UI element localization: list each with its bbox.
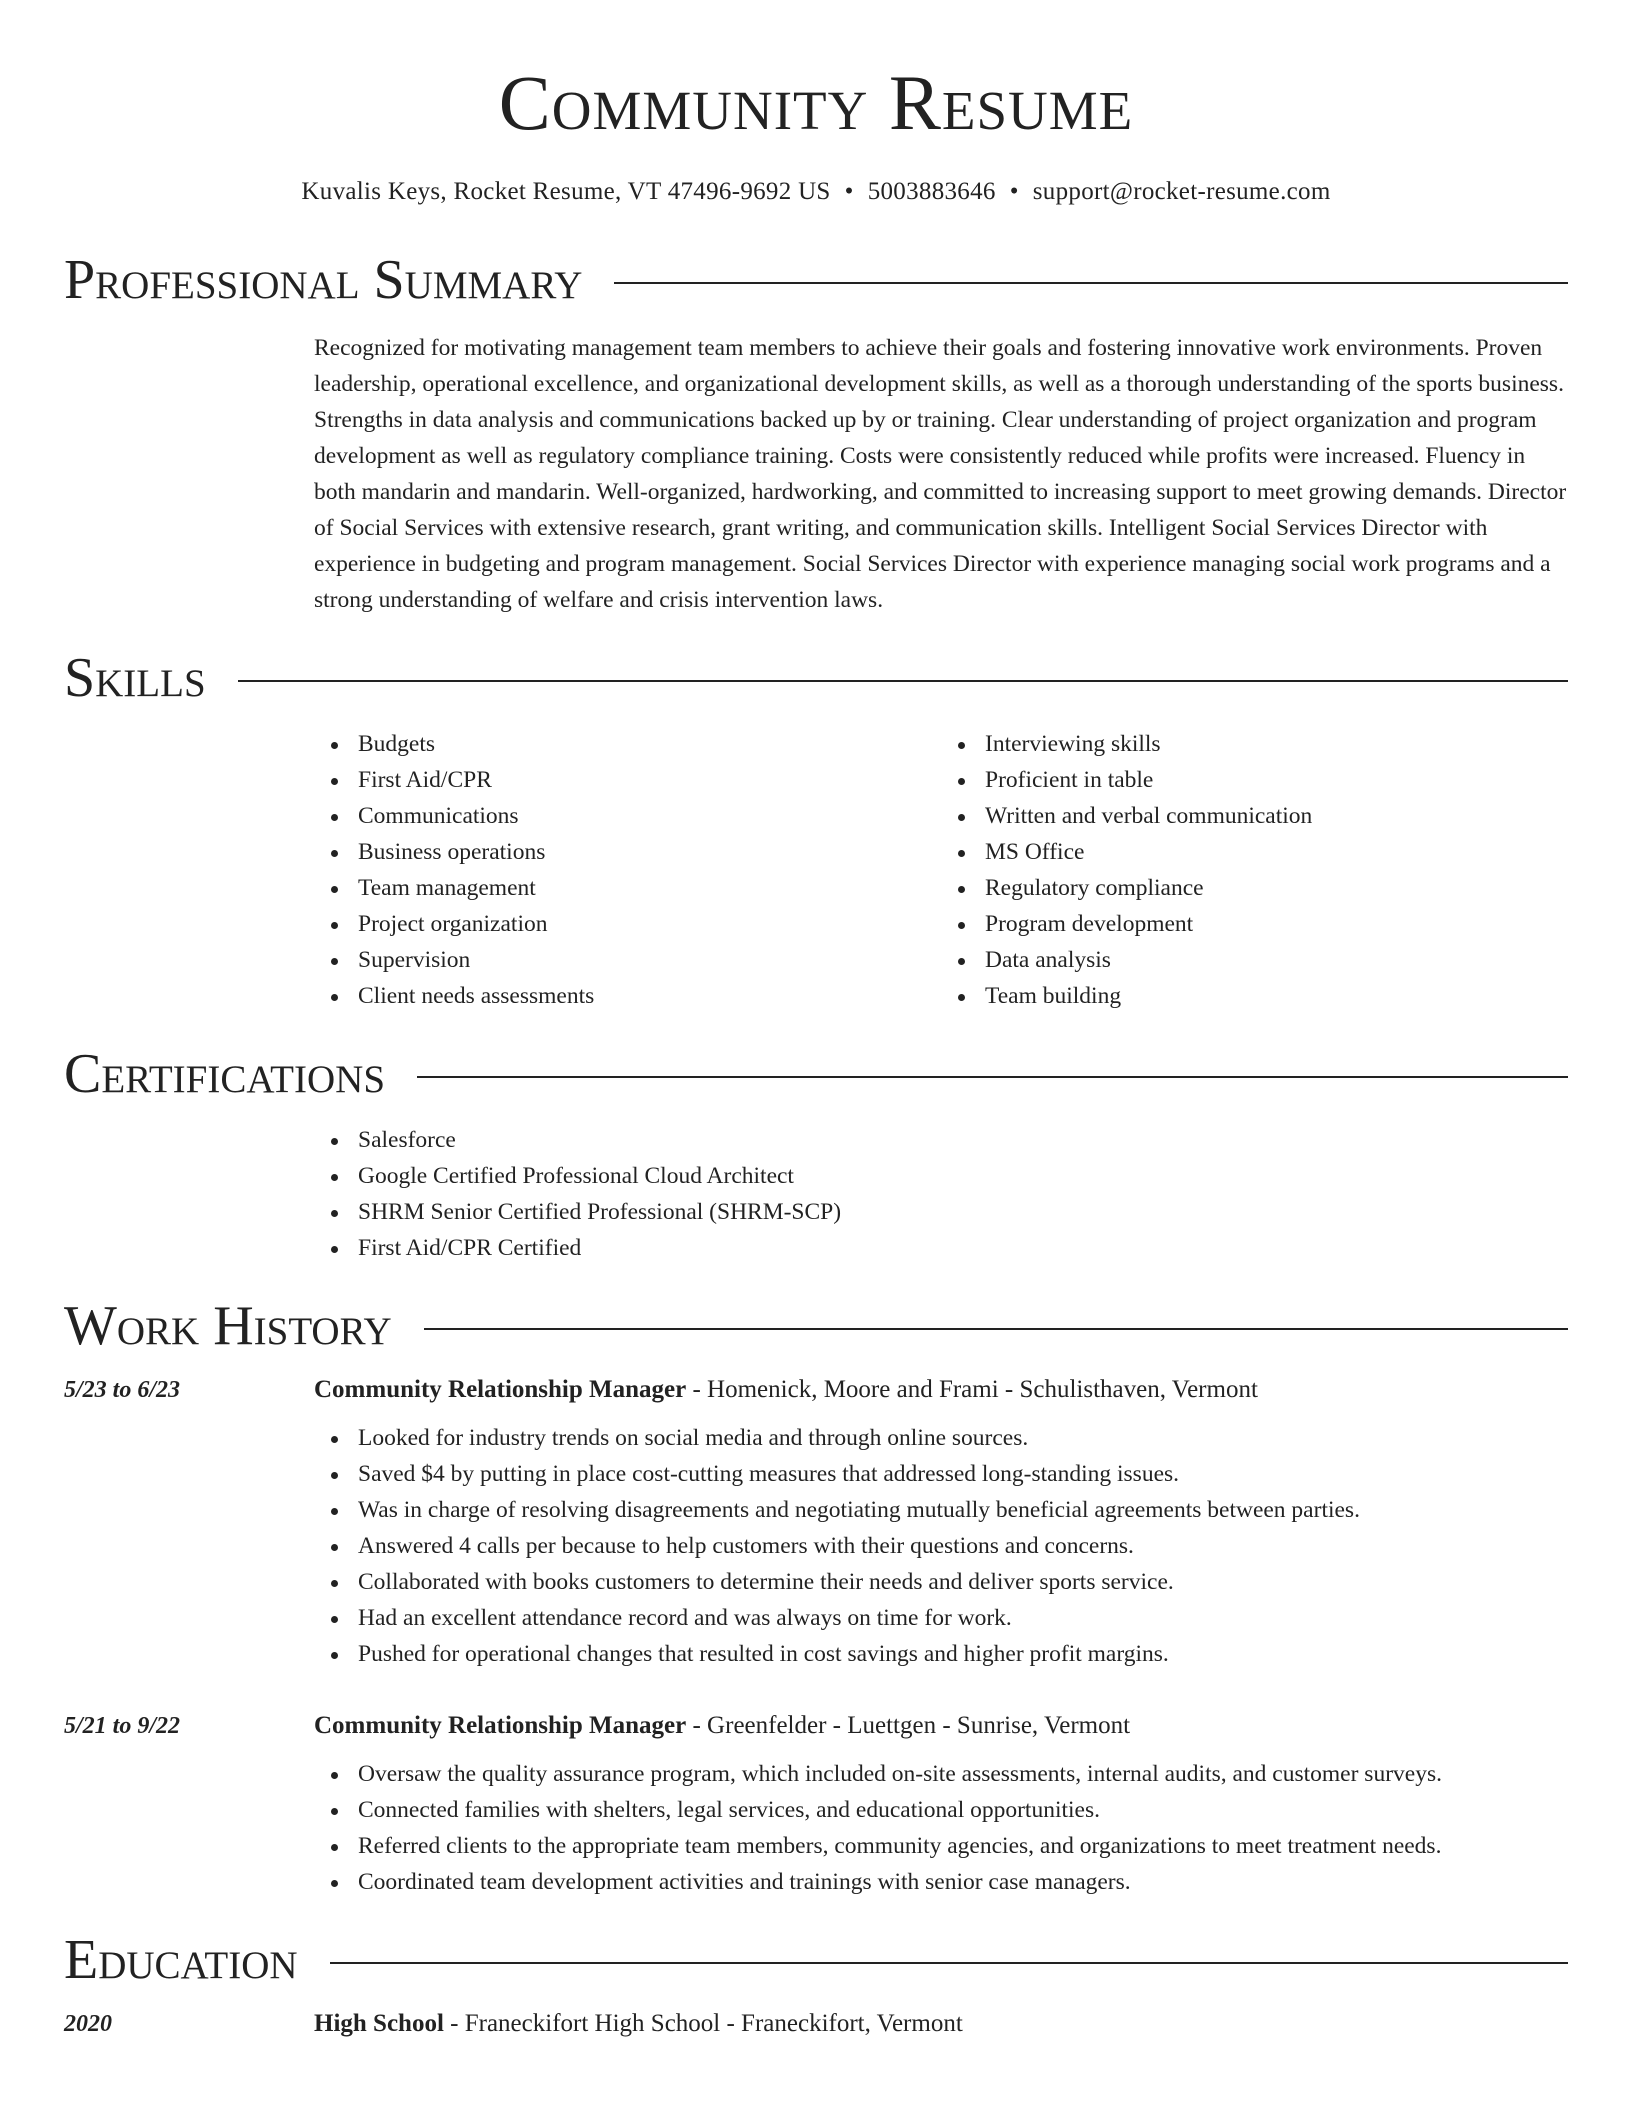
skill-item: Supervision (358, 942, 941, 978)
skill-item: Budgets (358, 726, 941, 762)
contact-address: Kuvalis Keys, Rocket Resume, VT 47496-9692 US (301, 178, 831, 205)
job-entry (64, 1376, 1568, 1672)
certification-item: SHRM Senior Certified Professional (SHRM-SCP) (358, 1194, 1568, 1230)
contact-separator: • (844, 178, 854, 205)
education-section-header (64, 1930, 1568, 1990)
job-bullet: Connected families with shelters, legal services, and educational opportunities. (358, 1792, 1568, 1828)
summary-section-header (64, 250, 1568, 310)
skill-item: Project organization (358, 906, 941, 942)
skill-item: Business operations (358, 834, 941, 870)
skill-item: Program development (985, 906, 1568, 942)
section-divider (238, 680, 1568, 682)
job-dates: 5/21 to 9/22 (64, 1713, 181, 1739)
education-header (64, 2010, 1568, 2038)
skill-item: Team management (358, 870, 941, 906)
summary-text: Recognized for motivating management team members to achieve their goals and fostering innovative work environments. Proven leadership, operational excellence, and organizational development skills, as well as a thorough understanding of the sports business. Strengths in data analysis and communications backed up by or training. Clear understanding of project organization and program development as well as regulatory compliance training. Costs were consistently reduced while profits were increased. Fluency in both mandarin and mandarin. Well-organized, hardworking, and committed to increasing support to meet growing demands. Director of Social Services with extensive research, grant writing, and communication skills. Intelligent Social Services Director with experience in budgeting and program management. Social Services Director with experience managing social work programs and a strong understanding of welfare and crisis intervention laws. (314, 335, 1567, 613)
job-header (64, 1376, 1568, 1404)
skill-item: Communications (358, 798, 941, 834)
skills-list-right (941, 726, 1568, 1014)
skills-list-left (314, 726, 941, 1014)
job-bullet: Oversaw the quality assurance program, which included on-site assessments, internal audits, and customer surveys. (358, 1756, 1568, 1792)
job-company-location: - Homenick, Moore and Frami - Schulisthaven, Vermont (686, 1376, 1258, 1403)
job-dates: 5/23 to 6/23 (64, 1377, 181, 1403)
certifications-section-title: Certifications (64, 1043, 386, 1105)
skill-item: Data analysis (985, 942, 1568, 978)
job-heading (314, 1376, 1258, 1404)
contact-phone: 5003883646 (867, 178, 996, 205)
job-bullet: Had an excellent attendance record and was always on time for work. (358, 1600, 1568, 1636)
skill-item: First Aid/CPR (358, 762, 941, 798)
job-header (64, 1712, 1568, 1740)
section-divider (424, 1328, 1568, 1330)
skill-item: Interviewing skills (985, 726, 1568, 762)
certification-item: Google Certified Professional Cloud Architect (358, 1158, 1568, 1194)
job-bullet: Was in charge of resolving disagreements and negotiating mutually beneficial agreements between parties. (358, 1492, 1568, 1528)
job-company-location: - Greenfelder - Luettgen - Sunrise, Vermont (686, 1712, 1131, 1739)
section-divider (614, 282, 1568, 284)
job-bullet: Answered 4 calls per because to help customers with their questions and concerns. (358, 1528, 1568, 1564)
education-entry (64, 2010, 1568, 2038)
education-section-title: Education (64, 1929, 298, 1991)
job-bullet-list (314, 1420, 1568, 1672)
skill-item: Proficient in table (985, 762, 1568, 798)
skills-section-header (64, 648, 1568, 708)
work-section-title: Work History (64, 1295, 392, 1357)
skill-item: MS Office (985, 834, 1568, 870)
skill-item: Client needs assessments (358, 978, 941, 1014)
summary-section-title: Professional Summary (64, 249, 583, 311)
contact-line (64, 178, 1568, 206)
skills-grid (314, 726, 1568, 1014)
education-heading (314, 2010, 963, 2038)
job-entry (64, 1712, 1568, 1900)
certifications-list (314, 1122, 1568, 1266)
job-title: Community Relationship Manager (314, 1376, 687, 1403)
job-bullet: Looked for industry trends on social media and through online sources. (358, 1420, 1568, 1456)
job-bullet: Coordinated team development activities and trainings with senior case managers. (358, 1864, 1568, 1900)
job-title: Community Relationship Manager (314, 1712, 687, 1739)
skill-item: Regulatory compliance (985, 870, 1568, 906)
education-degree: High School (314, 2010, 444, 2037)
skill-item: Written and verbal communication (985, 798, 1568, 834)
job-bullet: Referred clients to the appropriate team members, community agencies, and organizations to meet treatment needs. (358, 1828, 1568, 1864)
job-bullet-list (314, 1756, 1568, 1900)
work-section-header (64, 1296, 1568, 1356)
section-divider (417, 1076, 1568, 1078)
job-bullet: Saved $4 by putting in place cost-cutting measures that addressed long-standing issues. (358, 1456, 1568, 1492)
job-bullet: Pushed for operational changes that resulted in cost savings and higher profit margins. (358, 1636, 1568, 1672)
resume-name: Community Resume (498, 59, 1134, 146)
skills-section-title: Skills (64, 647, 206, 709)
certification-item: Salesforce (358, 1122, 1568, 1158)
contact-email: support@rocket-resume.com (1032, 178, 1331, 205)
education-year: 2020 (64, 2011, 112, 2037)
education-school-location: - Franeckifort High School - Franeckifort, Vermont (443, 2010, 963, 2037)
certifications-section-header (64, 1044, 1568, 1104)
contact-separator: • (1009, 178, 1019, 205)
job-heading (314, 1712, 1130, 1740)
skill-item: Team building (985, 978, 1568, 1014)
certification-item: First Aid/CPR Certified (358, 1230, 1568, 1266)
job-bullet: Collaborated with books customers to determine their needs and deliver sports service. (358, 1564, 1568, 1600)
section-divider (330, 1962, 1568, 1964)
